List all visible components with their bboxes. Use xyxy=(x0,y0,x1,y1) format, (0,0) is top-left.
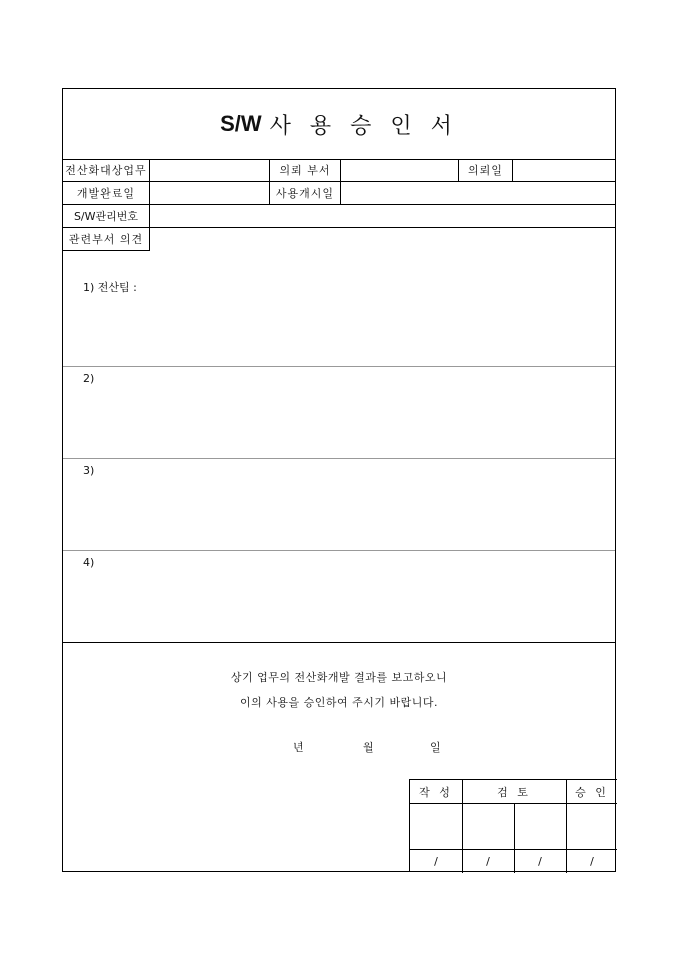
business-label: 전산화대상업무 xyxy=(63,159,150,181)
date-day: 일 xyxy=(430,741,441,754)
opinion-section-3[interactable] xyxy=(63,458,615,550)
request-date-label: 의뢰일 xyxy=(459,159,513,181)
opinion-number: 4) xyxy=(83,556,95,569)
date-slash: / xyxy=(434,854,438,868)
sw-mgmt-no-field[interactable] xyxy=(150,205,617,227)
date-slash: / xyxy=(590,854,594,868)
approval-form xyxy=(62,88,616,872)
date-slash: / xyxy=(538,854,542,868)
closing-line-2: 이의 사용을 승인하여 주시기 바랍니다. xyxy=(240,696,438,709)
date-month: 월 xyxy=(363,741,374,754)
header-row-1 xyxy=(63,159,615,182)
request-date-field[interactable] xyxy=(513,159,617,181)
request-dept-label: 의뢰 부서 xyxy=(270,159,341,181)
form-title xyxy=(63,89,615,160)
dev-complete-field[interactable] xyxy=(150,182,270,204)
review-header: 검 토 xyxy=(497,785,531,799)
request-dept-field[interactable] xyxy=(341,159,459,181)
title-prefix: S/W xyxy=(220,111,262,136)
business-field[interactable] xyxy=(150,159,270,181)
approval-box xyxy=(409,779,617,872)
opinion-number: 3) xyxy=(83,464,95,477)
use-start-label: 사용개시일 xyxy=(270,182,341,204)
opinion-section-1[interactable] xyxy=(63,251,615,366)
divider xyxy=(63,642,615,643)
opinion-section-4[interactable] xyxy=(63,550,615,642)
closing-line-1: 상기 업무의 전산화개발 결과를 보고하오니 xyxy=(230,671,448,684)
opinion-number: 1) 전산팀 : xyxy=(83,281,137,294)
sw-mgmt-no-label: S/W관리번호 xyxy=(63,205,150,227)
header-row-2 xyxy=(63,182,615,205)
grid-line xyxy=(410,803,617,804)
opinion-number: 2) xyxy=(83,372,95,385)
date-slash: / xyxy=(486,854,490,868)
use-start-field[interactable] xyxy=(341,182,617,204)
opinion-label: 관련부서 의견 xyxy=(63,228,150,251)
date-year: 년 xyxy=(293,741,304,754)
title-main: 사 용 승 인 서 xyxy=(269,113,458,139)
author-header: 작 성 xyxy=(419,785,453,799)
dev-complete-label: 개발완료일 xyxy=(63,182,150,204)
header-row-3 xyxy=(63,205,615,228)
opinion-section-2[interactable] xyxy=(63,366,615,458)
approve-header: 승 인 xyxy=(575,785,609,799)
